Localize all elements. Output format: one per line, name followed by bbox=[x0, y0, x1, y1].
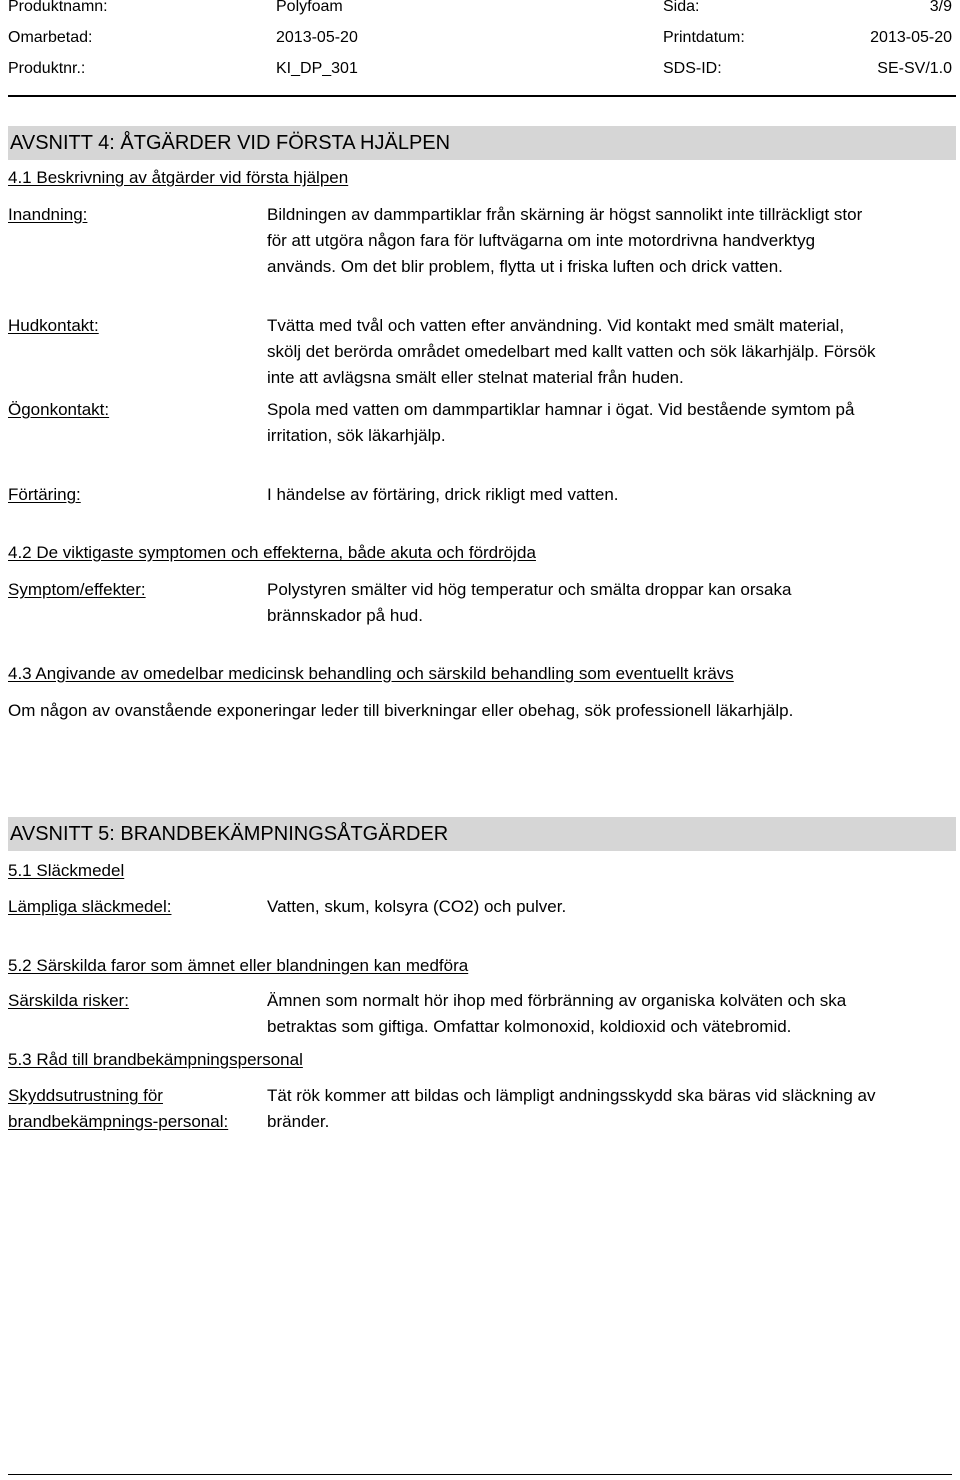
symptoms-line: brännskador på hud. bbox=[267, 606, 423, 625]
skin-contact-text bbox=[267, 313, 876, 391]
subsection-5-1-heading: 5.1 Släckmedel bbox=[8, 861, 125, 880]
header-label-product-name: Produktnamn: bbox=[8, 0, 108, 15]
subsection-4-1-heading: 4.1 Beskrivning av åtgärder vid första hjälpen bbox=[8, 168, 349, 187]
protective-equipment-label-line: brandbekämpnings-personal: bbox=[8, 1112, 229, 1131]
symptoms-label: Symptom/effekter: bbox=[8, 580, 146, 599]
protective-equipment-label-line: Skyddsutrustning för bbox=[8, 1086, 163, 1105]
subsection-5-2-heading: 5.2 Särskilda faror som ämnet eller blandningen kan medföra bbox=[8, 956, 469, 975]
header-value-product-number: KI_DP_301 bbox=[276, 60, 358, 77]
subsection-4-3-heading: 4.3 Angivande av omedelbar medicinsk behandling och särskild behandling som eventuellt krävs bbox=[8, 664, 734, 683]
ingestion-label: Förtäring: bbox=[8, 485, 81, 504]
subsection-4-2-heading: 4.2 De viktigaste symptomen och effekterna, både akuta och fördröjda bbox=[8, 543, 536, 562]
special-risks-line: betraktas som giftiga. Omfattar kolmonoxid, koldioxid och vätebromid. bbox=[267, 1017, 792, 1036]
special-risks-text bbox=[267, 988, 846, 1040]
skin-contact-line: Tvätta med tvål och vatten efter användning. Vid kontakt med smält material, bbox=[267, 316, 845, 335]
section-4-title: AVSNITT 4: ÅTGÄRDER VID FÖRSTA HJÄLPEN bbox=[8, 126, 956, 160]
skin-contact-label: Hudkontakt: bbox=[8, 316, 99, 335]
header-label-sds-id: SDS-ID: bbox=[663, 60, 722, 77]
inhalation-label: Inandning: bbox=[8, 205, 88, 224]
protective-equipment-line: bränder. bbox=[267, 1112, 330, 1131]
protective-equipment-text bbox=[267, 1083, 876, 1135]
eye-contact-line: Spola med vatten om dammpartiklar hamnar i ögat. Vid bestående symtom på bbox=[267, 400, 855, 419]
header-label-revised: Omarbetad: bbox=[8, 29, 93, 46]
extinguishing-media-label: Lämpliga släckmedel: bbox=[8, 897, 172, 916]
medical-treatment-text: Om någon av ovanstående exponeringar leder till biverkningar eller obehag, sök professionell läkarhjälp. bbox=[8, 701, 794, 720]
special-risks-label: Särskilda risker: bbox=[8, 991, 129, 1010]
header-value-product-name: Polyfoam bbox=[276, 0, 343, 15]
inhalation-line: för att utgöra någon fara för luftvägarna om inte motordrivna handverktyg bbox=[267, 231, 816, 250]
inhalation-line: Bildningen av dammpartiklar från skärning är högst sannolikt inte tillräckligt stor bbox=[267, 205, 863, 224]
protective-equipment-line: Tät rök kommer att bildas och lämpligt andningsskydd ska bäras vid släckning av bbox=[267, 1086, 876, 1105]
symptoms-text bbox=[267, 577, 791, 629]
eye-contact-label: Ögonkontakt: bbox=[8, 400, 110, 419]
header-label-print-date: Printdatum: bbox=[663, 29, 745, 46]
footer-divider bbox=[8, 1474, 952, 1475]
protective-equipment-label bbox=[8, 1083, 228, 1135]
header-label-product-number: Produktnr.: bbox=[8, 60, 86, 77]
subsection-5-3-heading: 5.3 Råd till brandbekämpningspersonal bbox=[8, 1050, 303, 1069]
symptoms-line: Polystyren smälter vid hög temperatur och smälta droppar kan orsaka bbox=[267, 580, 792, 599]
eye-contact-line: irritation, sök läkarhjälp. bbox=[267, 426, 446, 445]
section-5-title: AVSNITT 5: BRANDBEKÄMPNINGSÅTGÄRDER bbox=[8, 817, 956, 851]
ingestion-text: I händelse av förtäring, drick rikligt med vatten. bbox=[267, 485, 619, 504]
skin-contact-line: skölj det berörda området omedelbart med kallt vatten och sök läkarhjälp. Försök bbox=[267, 342, 876, 361]
inhalation-text bbox=[267, 202, 862, 280]
skin-contact-line: inte att avlägsna smält eller stelnat material från huden. bbox=[267, 368, 684, 387]
header-value-print-date: 2013-05-20 bbox=[870, 29, 952, 46]
header-label-page: Sida: bbox=[663, 0, 700, 15]
special-risks-line: Ämnen som normalt hör ihop med förbränning av organiska kolväten och ska bbox=[267, 991, 847, 1010]
eye-contact-text bbox=[267, 397, 854, 449]
inhalation-line: används. Om det blir problem, flytta ut i friska luften och drick vatten. bbox=[267, 257, 783, 276]
header-divider bbox=[8, 95, 956, 97]
header-value-sds-id: SE-SV/1.0 bbox=[877, 60, 952, 77]
extinguishing-media-text: Vatten, skum, kolsyra (CO2) och pulver. bbox=[267, 897, 567, 916]
header-value-page: 3/9 bbox=[929, 0, 952, 15]
header-value-revised: 2013-05-20 bbox=[276, 29, 358, 46]
